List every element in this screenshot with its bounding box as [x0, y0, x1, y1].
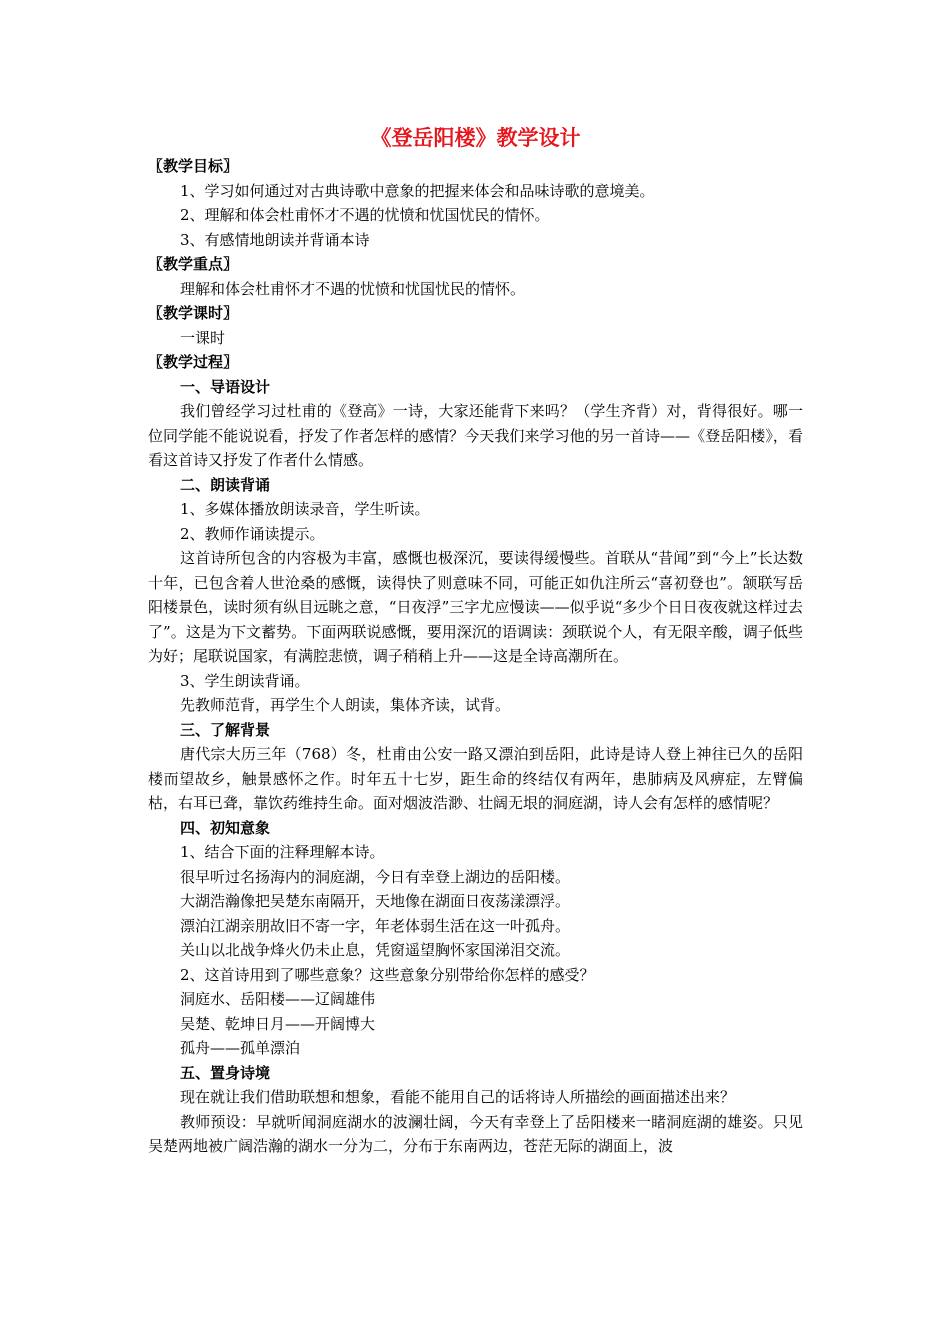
part5-heading: 五、置身诗境: [180, 1063, 271, 1082]
part3-paragraph: 唐代宗大历三年（768）冬，杜甫由公安一路又漂泊到岳阳，此诗是诗人登上神往已久的岳阳楼而望故乡，触景感怀之作。时年五十七岁，距生命的终结仅有两年，患肺病及风痹症，左臂偏枯，右耳已聋，靠饮药维持生命。面对烟波浩渺、壮阔无垠的洞庭湖，诗人会有怎样的感情呢？: [148, 745, 803, 812]
part5-intro: 现在就让我们借助联想和想象，看能不能用自己的话将诗人所描绘的画面描述出来？: [180, 1088, 736, 1106]
part4-heading: 四、初知意象: [180, 818, 271, 837]
part2-item: 3、学生朗读背诵。: [180, 671, 310, 690]
document-page: [148, 122, 803, 1159]
goal-item: 1、学习如何通过对古典诗歌中意象的把握来体会和品味诗歌的意境美。: [180, 181, 655, 200]
part3-heading: 三、了解背景: [180, 720, 271, 739]
goal-item: 2、理解和体会杜甫怀才不遇的忧愤和忧国忧民的情怀。: [180, 206, 550, 224]
goal-item: 3、有感情地朗读并背诵本诗: [180, 230, 370, 249]
part4-line: 洞庭水、岳阳楼——辽阔雄伟: [180, 990, 376, 1008]
part4-line: 2、这首诗用到了哪些意象？这些意象分别带给你怎样的感受？: [180, 965, 595, 984]
part4-line: 孤舟——孤单漂泊: [180, 1039, 301, 1057]
document-title: 《登岳阳楼》教学设计: [370, 125, 581, 150]
focus-heading: 〖教学重点〗: [148, 255, 239, 273]
part2-item: 2、教师作诵读提示。: [180, 524, 325, 543]
part4-line: 关山以北战争烽火仍未止息，凭窗遥望胸怀家国涕泪交流。: [180, 941, 571, 959]
part5-paragraph: 教师预设：早就听闻洞庭湖水的波澜壮阔，今天有幸登上了岳阳楼来一睹洞庭湖的雄姿。只见吴楚两地被广阔浩瀚的湖水一分为二，分布于东南两边，苍茫无际的湖面上，波: [148, 1112, 803, 1155]
part4-line: 1、结合下面的注释理解本诗。: [180, 843, 385, 861]
hours-text: 一课时: [180, 328, 226, 347]
part2-heading: 二、朗读背诵: [180, 475, 271, 494]
part4-line: 很早听过名扬海内的洞庭湖，今日有幸登上湖边的岳阳楼。: [180, 867, 571, 886]
part2-item: 1、多媒体播放朗读录音，学生听读。: [180, 500, 430, 518]
process-heading: 〖教学过程〗: [148, 353, 239, 371]
focus-text: 理解和体会杜甫怀才不遇的忧愤和忧国忧民的情怀。: [180, 279, 526, 298]
part2-paragraph-2: 先教师范背，再学生个人朗读，集体齐读，试背。: [180, 696, 511, 714]
part1-paragraph: 我们曾经学习过杜甫的《登高》一诗，大家还能背下来吗？（学生齐背）对，背得很好。哪一位同学能不能说说看，抒发了作者怎样的感情？今天我们来学习他的另一首诗——《登岳阳楼》，看看这首诗又抒发了作者什么情感。: [148, 402, 803, 469]
goals-heading: 〖教学目标〗: [148, 157, 239, 175]
part1-heading: 一、导语设计: [180, 377, 271, 396]
part4-line: 大湖浩瀚像把吴楚东南隔开，天地像在湖面日夜荡漾漂浮。: [180, 892, 571, 910]
hours-heading: 〖教学课时〗: [148, 304, 239, 322]
part2-paragraph: 这首诗所包含的内容极为丰富，感慨也极深沉，要读得缓慢些。首联从“昔闻”到“今上”长达数十年，已包含着人世沧桑的感慨，读得快了则意味不同，可能正如仇注所云“喜初登也”。颔联写岳阳楼景色，读时须有纵目远眺之意，“日夜浮”三字尤应慢读——似乎说“多少个日日夜夜就这样过去了”。这是为下文蓄势。下面两联说感慨，要用深沉的语调读：颈联说个人，有无限辛酸，调子低些为好；尾联说国家，有满腔悲愤，调子稍稍上升——这是全诗高潮所在。: [148, 549, 803, 665]
part4-line: 吴楚、乾坤日月——开阔博大: [180, 1014, 376, 1033]
part4-line: 漂泊江湖亲朋故旧不寄一字，年老体弱生活在这一叶孤舟。: [180, 916, 571, 935]
